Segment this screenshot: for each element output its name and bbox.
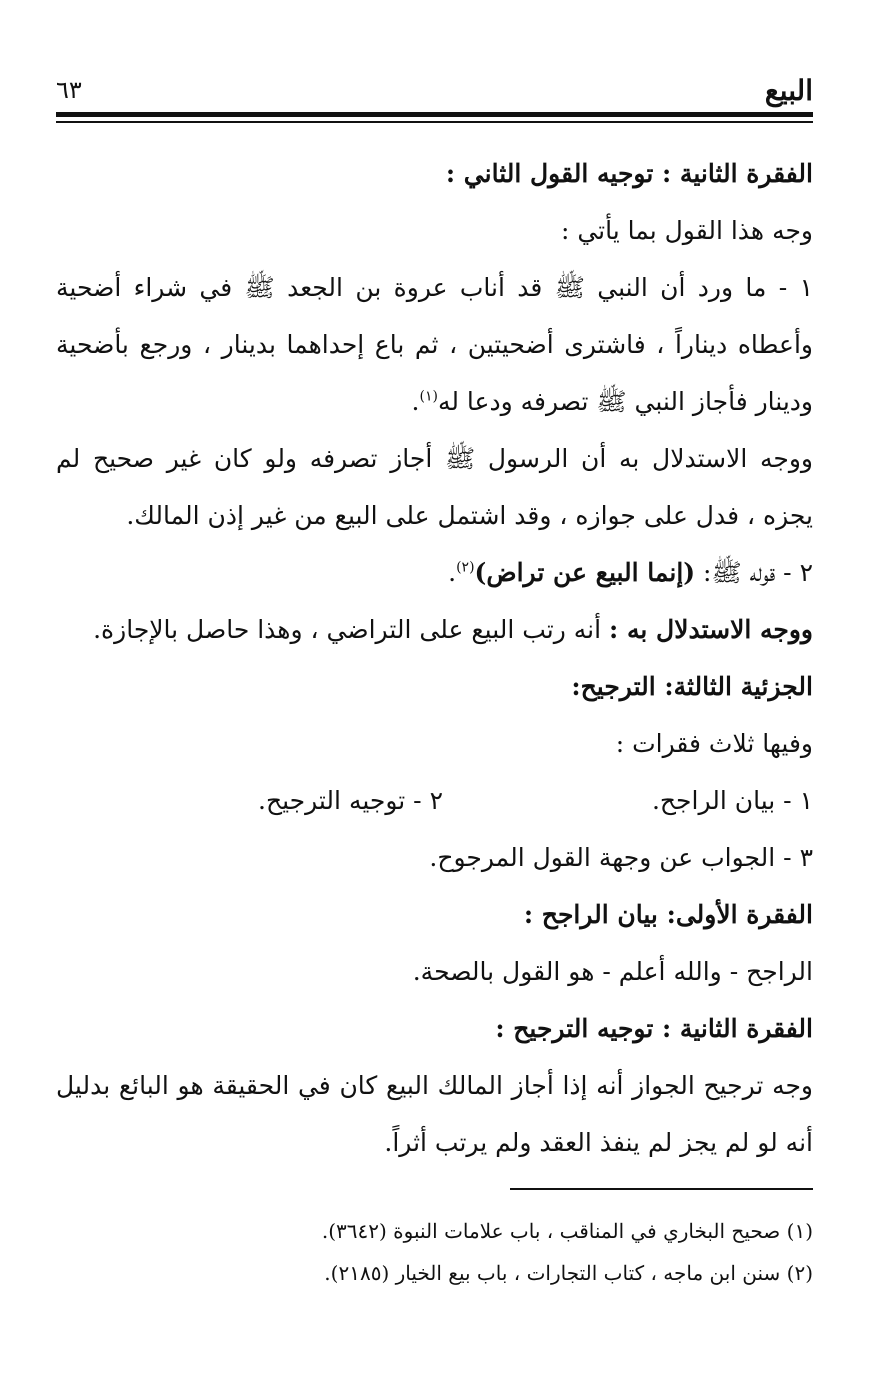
paragraph-4-prefix: ٢ - قوله ﷺ: (695, 558, 813, 587)
paragraph-2-text: ١ - ما ورد أن النبي ﷺ قد أناب عروة بن الجعد ﷺ في شراء أضحية وأعطاه ديناراً ، فاشترى أضحيتين ، ثم باع إحداهما بدينار ، ورجع بأضحية ودينار فأجاز النبي ﷺ تصرفه ودعا له (56, 273, 813, 416)
list-row (56, 772, 813, 829)
footnote-ref-2: (٢) (456, 559, 475, 576)
paragraph-7: الراجح - والله أعلم - هو القول بالصحة. (412, 957, 813, 986)
page-header (56, 70, 813, 110)
footnote-2: (٢) سنن ابن ماجه ، كتاب التجارات ، باب بيع الخيار (٢١٨٥). (324, 1261, 813, 1285)
list-item-1: ١ - بيان الراجح. (651, 786, 813, 815)
paragraph-4: ٢ - قوله ﷺ: (إنما البيع عن تراض)$^{(٢)}$. (448, 558, 813, 587)
paragraph-5-lead: ووجه الاستدلال به : (609, 615, 813, 644)
footnote-separator (510, 1188, 813, 1190)
list-item-3: ٣ - الجواب عن وجهة القول المرجوح. (429, 843, 813, 872)
paragraph-8: وجه ترجيح الجواز أنه إذا أجاز المالك البيع كان في الحقيقة هو البائع بدليل أنه لو لم يجز لم ينفذ العقد ولم يرتب أثراً. (56, 1071, 813, 1157)
footnotes (56, 1210, 813, 1294)
main-text (56, 145, 813, 1171)
list-item-2: ٢ - توجيه الترجيح. (258, 786, 443, 815)
paragraph-5-text: أنه رتب البيع على التراضي ، وهذا حاصل بالإجازة. (93, 615, 610, 644)
header-rule-thick (56, 112, 813, 117)
page-number: ٦٣ (56, 76, 82, 104)
header-rule-thin (56, 121, 813, 123)
hadith-quote: (إنما البيع عن تراض) (474, 558, 696, 587)
section-heading-3: الفقرة الأولى: بيان الراجح : (523, 900, 813, 929)
paragraph-3: ووجه الاستدلال به أن الرسول ﷺ أجاز تصرفه ولو كان غير صحيح لم يجزه ، فدل على جوازه ، وقد اشتمل على البيع من غير إذن المالك. (56, 444, 813, 530)
paragraph-1: وجه هذا القول بما يأتي : (560, 216, 813, 245)
footnote-1: (١) صحيح البخاري في المناقب ، باب علامات النبوة (٣٦٤٢). (321, 1219, 813, 1243)
running-title: البيع (764, 73, 813, 107)
section-heading-4: الفقرة الثانية : توجيه الترجيح : (495, 1014, 813, 1043)
section-heading-1: الفقرة الثانية : توجيه القول الثاني : (445, 159, 813, 188)
paragraph-5 (56, 601, 813, 658)
section-heading-2: الجزئية الثالثة: الترجيح: (571, 672, 813, 701)
paragraph-2: ١ - ما ورد أن النبي ﷺ قد أناب عروة بن الجعد ﷺ في شراء أضحية وأعطاه ديناراً ، فاشترى أضحيتين ، ثم باع إحداهما بدينار ، ورجع بأضحية ودينار فأجاز النبي ﷺ تصرفه ودعا له$^{(١)}$. (56, 273, 813, 416)
paragraph-6: وفيها ثلاث فقرات : (615, 729, 813, 758)
footnote-ref-1: (١) (419, 388, 438, 405)
